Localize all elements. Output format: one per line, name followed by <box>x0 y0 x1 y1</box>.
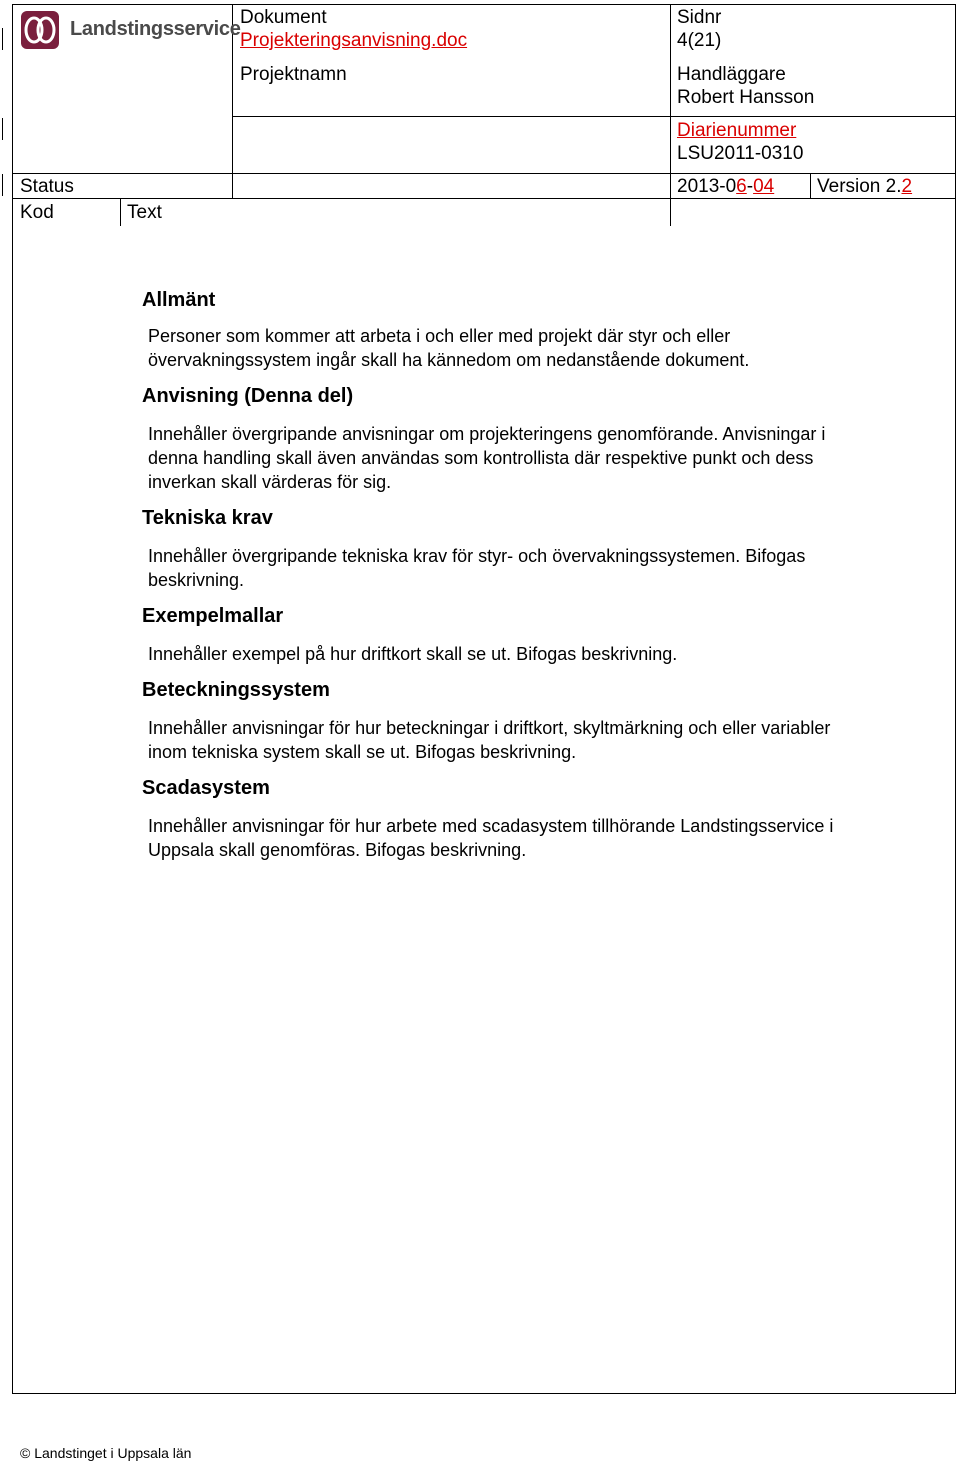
date-part-1: 2013-0 <box>677 176 737 197</box>
footer-copyright: © Landstinget i Uppsala län <box>20 1445 192 1461</box>
logo-emblem-icon <box>20 10 60 50</box>
version-label <box>817 175 912 198</box>
section-anvisning <box>142 384 942 494</box>
section-heading: Allmänt <box>142 289 216 311</box>
projektnamn-label: Projektnamn <box>240 64 347 85</box>
header-divider-right <box>670 4 671 226</box>
section-text: Personer som kommer att arbeta i och eller med projekt där styr och eller övervakningssystem ingår skall ha kännedom om nedanstående dokument. <box>148 326 750 370</box>
section-exempelmallar <box>142 604 942 666</box>
header-rule-row1 <box>232 116 956 117</box>
kod-label: Kod <box>20 202 54 223</box>
logo-text: Landstingsservice <box>70 18 241 40</box>
margin-mark-1 <box>2 28 3 50</box>
date-part-2: 6 <box>736 176 747 197</box>
section-text: Innehåller övergripande tekniska krav för styr- och övervakningssystemen. Bifogas beskrivning. <box>148 546 806 590</box>
section-text: Innehåller exempel på hur driftkort skall se ut. Bifogas beskrivning. <box>148 644 678 664</box>
section-heading: Tekniska krav <box>142 507 273 529</box>
header-rule-status <box>12 173 956 174</box>
section-text: Innehåller anvisningar för hur arbete med scadasystem tillhörande Landstingsservice i Uppsala skall genomföras. Bifogas beskrivning. <box>148 816 834 860</box>
kod-text-divider <box>120 198 121 226</box>
diarienummer-value: LSU2011-0310 <box>677 143 804 164</box>
header-divider-version <box>810 173 811 198</box>
date-part-3: - <box>746 176 754 197</box>
handlaggare-label: Handläggare <box>677 64 786 85</box>
header-top-rule <box>232 4 956 5</box>
margin-mark-3 <box>2 174 3 196</box>
handlaggare-value: Robert Hansson <box>677 87 815 108</box>
version-suffix: 2 <box>901 176 913 197</box>
section-text: Innehåller anvisningar för hur beteckningar i driftkort, skyltmärkning och eller variabler inom tekniska system skall se ut. Bifogas beskrivning. <box>148 718 831 762</box>
date-part-4: 04 <box>753 176 775 197</box>
section-allmant <box>142 288 942 372</box>
section-tekniska-krav <box>142 506 942 592</box>
status-label: Status <box>20 176 74 197</box>
section-heading: Exempelmallar <box>142 605 284 627</box>
section-text: Innehåller övergripande anvisningar om projekteringens genomförande. Anvisningar i denna handling skall även användas som kontrollista där respektive punkt och dess inverkan skall värderas för sig. <box>148 424 826 492</box>
sidnr-value: 4(21) <box>677 30 722 51</box>
landstingsservice-logo <box>20 10 241 54</box>
section-scadasystem <box>142 776 942 862</box>
document-body <box>142 288 942 874</box>
section-beteckningssystem <box>142 678 942 764</box>
section-heading: Anvisning (Denna del) <box>142 385 354 407</box>
dokument-value[interactable]: Projekteringsanvisning.doc <box>240 30 468 51</box>
version-prefix: Version 2. <box>817 176 902 197</box>
header-rule-bottom <box>12 198 956 199</box>
dokument-label: Dokument <box>240 7 327 28</box>
margin-mark-2 <box>2 118 3 140</box>
text-label: Text <box>127 202 162 223</box>
sidnr-label: Sidnr <box>677 7 722 28</box>
section-heading: Beteckningssystem <box>142 679 330 701</box>
diarienummer-label[interactable]: Diarienummer <box>677 120 797 141</box>
section-heading: Scadasystem <box>142 777 270 799</box>
revision-date <box>677 175 774 198</box>
